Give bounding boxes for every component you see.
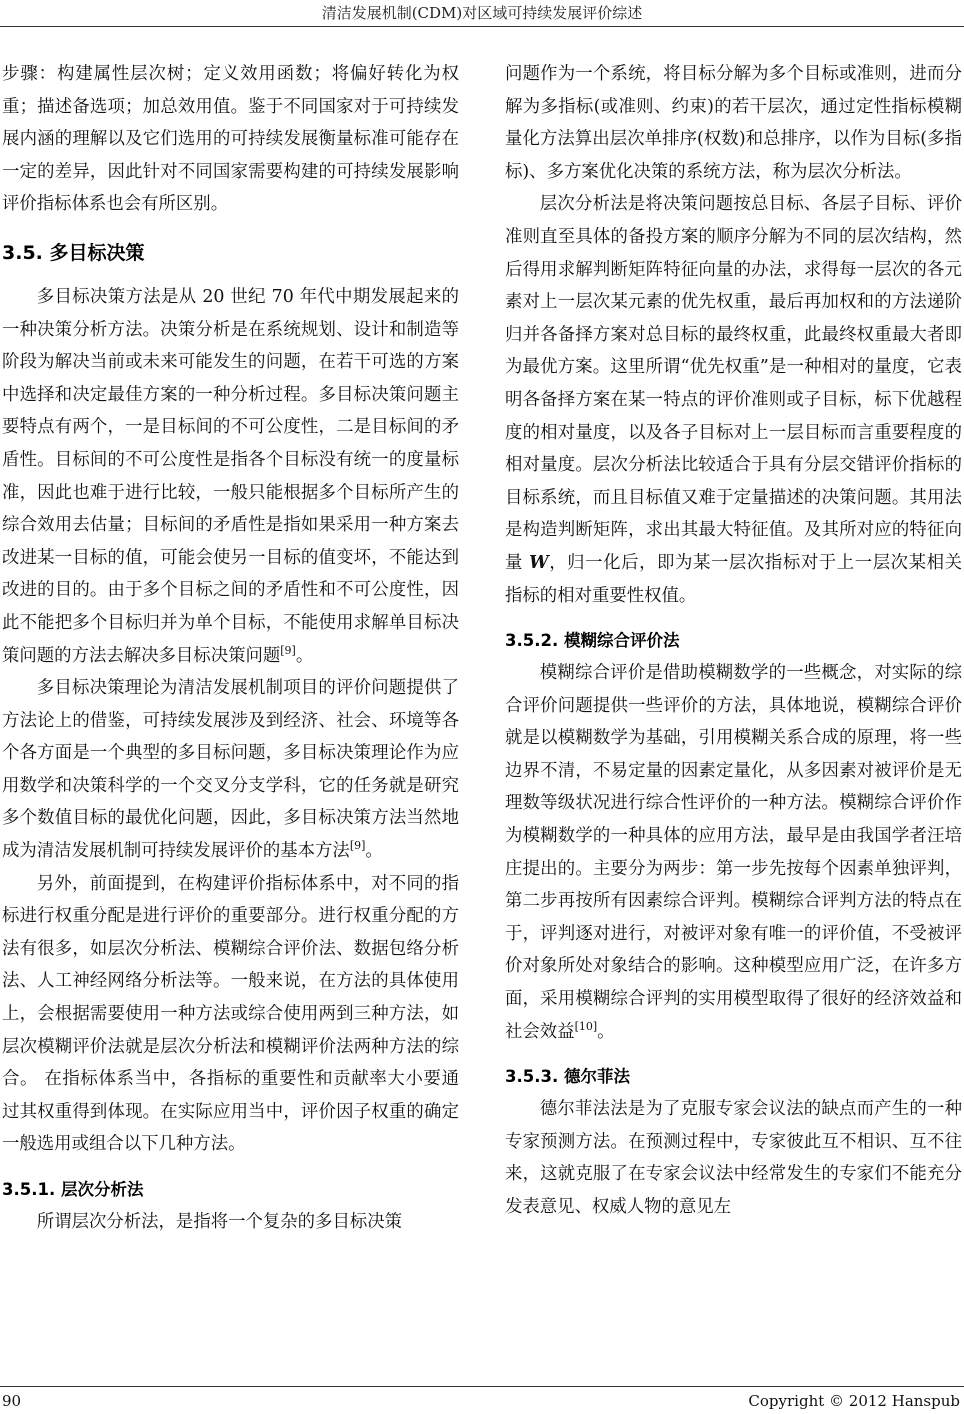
section-heading-3-5: 3.5. 多目标决策 — [2, 241, 145, 264]
citation: [9] — [280, 643, 296, 657]
paragraph: 所谓层次分析法，是指将一个复杂的多目标决策 — [36, 1212, 403, 1232]
paragraph-end: 。 — [597, 1021, 615, 1042]
paragraph: 另外，前面提到，在构建评价指标体系中，对不同的指标进行权重分配是进行评价的重要部分。进行权重分配的方法有很多，如层次分析法、模糊综合评价法、数据包络分析法、人工神经网络分析法等。一般来说，在方法的具体使用上，会根据需要使用一种方法或综合使用两到三种方法，如层次模糊评价法就是层次分析法和模糊评价法两种方法的综合。 在指标体系当中，各指标的重要性和贡献率大小要通过其权重得到体现。在实际应用当中，评价因子权重的确定一般选用或组合以下几种方法。 — [2, 873, 459, 1155]
footer-rule — [0, 1386, 964, 1387]
paragraph-text: ，归一化后，即为某一层次指标对于上一层次某相关指标的相对重要性权值。 — [505, 552, 962, 606]
right-column — [505, 58, 962, 1224]
subsection-heading-3-5-1: 3.5.1. 层次分析法 — [2, 1180, 144, 1199]
running-title: 清洁发展机制(CDM)对区域可持续发展评价综述 — [321, 4, 643, 22]
variable-w: W — [529, 552, 549, 573]
subsection-heading-3-5-3: 3.5.3. 德尔菲法 — [505, 1067, 630, 1087]
paragraph-end: 。 — [295, 645, 314, 666]
paragraph-text: 层次分析法是将决策问题按总目标、各层子目标、评价准则直至具体的备投方案的顺序分解为不同的层次结构，然后得用求解判断矩阵特征向量的办法，求得每一层次的各元素对上一层次某元素的优先权重，最后再加权和的方法递阶归并各备择方案对总目标的最终权重，此最终权重最大者即为最优方案。这里所谓“优先权重”是一种相对的量度，它表明各备择方案在某一特点的评价准则或子目标，标下优越程度的相对量度，以及各子目标对上一层目标而言重要程度的相对量度。层次分析法比较适合于具有分层交错评价指标的目标系统，而且目标值又难于定量描述的决策问题。其用法是构造判断矩阵，求出其最大特征值。及其所对应的特征向量 — [505, 194, 962, 573]
paragraph — [505, 188, 962, 612]
paragraph — [505, 657, 962, 1048]
paragraph-continued: 步骤：构建属性层次树；定义效用函数；将偏好转化为权重；描述备选项；加总效用值。鉴于不同国家对于可持续发展内涵的理解以及它们选用的可持续发展衡量标准可能存在一定的差异，因此针对不同国家需要构建的可持续发展影响评价指标体系也会有所区别。 — [2, 64, 459, 215]
paragraph: 德尔菲法法是为了克服专家会议法的缺点而产生的一种专家预测方法。在预测过程中，专家彼此互不相识、互不往来，这就克服了在专家会议法中经常发生的专家们不能充分发表意见、权威人物的意见左 — [505, 1099, 962, 1217]
paragraph-end: 。 — [365, 841, 383, 862]
paragraph — [2, 672, 459, 868]
citation: [10] — [574, 1019, 598, 1033]
paragraph-text: 模糊综合评价是借助模糊数学的一些概念，对实际的综合评价问题提供一些评价的方法，具体地说，模糊综合评价就是以模糊数学为基础，引用模糊关系合成的原理，将一些边界不清，不易定量的因素定量化，从多因素对被评价是无理数等级状况进行综合性评价的一种方法。模糊综合评价作为模糊数学的一种具体的应用方法，最早是由我国学者汪培庄提出的。主要分为两步：第一步先按每个因素单独评判，第二步再按所有因素综合评判。模糊综合评判方法的特点在于，评判逐对进行，对被评对象有唯一的评价值，不受被评价对象所处对象结合的影响。这种模型应用广泛，在许多方面，采用模糊综合评判的实用模型取得了很好的经济效益和社会效益 — [505, 663, 962, 1042]
subsection-heading-3-5-2: 3.5.2. 模糊综合评价法 — [505, 631, 680, 651]
paragraph-text: 多目标决策理论为清洁发展机制项目的评价问题提供了方法论上的借鉴，可持续发展涉及到经济、社会、环境等各个各方面是一个典型的多目标问题，多目标决策理论作为应用数学和决策科学的一个交叉分支学科，它的任务就是研究多个数值目标的最优化问题，因此，多目标决策方法当然地成为清洁发展机制可持续发展评价的基本方法 — [2, 678, 459, 862]
paragraph-continued: 问题作为一个系统，将目标分解为多个目标或准则，进而分解为多指标(或准则、约束)的若干层次，通过定性指标模糊量化方法算出层次单排序(权数)和总排序，以作为目标(多指标)、多方案优化决策的系统方法，称为层次分析法。 — [505, 64, 962, 182]
header-rule — [0, 26, 964, 27]
copyright-notice: Copyright © 2012 Hanspub — [748, 1392, 960, 1410]
page-number: 90 — [2, 1392, 22, 1410]
paragraph-text: 多目标决策方法是从 20 世纪 70 年代中期发展起来的一种决策分析方法。决策分析是在系统规划、设计和制造等阶段为解决当前或未来可能发生的问题，在若干可选的方案中选择和决定最佳方案的一种分析过程。多目标决策问题主要特点有两个，一是目标间的不可公度性，二是目标间的矛盾性。目标间的不可公度性是指各个目标没有统一的度量标准，因此也难于进行比较，一般只能根据多个目标所产生的综合效用去估量；目标间的矛盾性是指如果采用一种方案去改进某一目标的值，可能会使另一目标的值变坏，不能达到改进的目的。由于多个目标之间的矛盾性和不可公度性，因此不能把多个目标归并为单个目标，不能使用求解单目标决策问题的方法去解决多目标决策问题 — [2, 286, 459, 666]
citation: [9] — [349, 839, 366, 853]
paragraph — [2, 281, 459, 672]
left-column — [2, 58, 459, 1239]
